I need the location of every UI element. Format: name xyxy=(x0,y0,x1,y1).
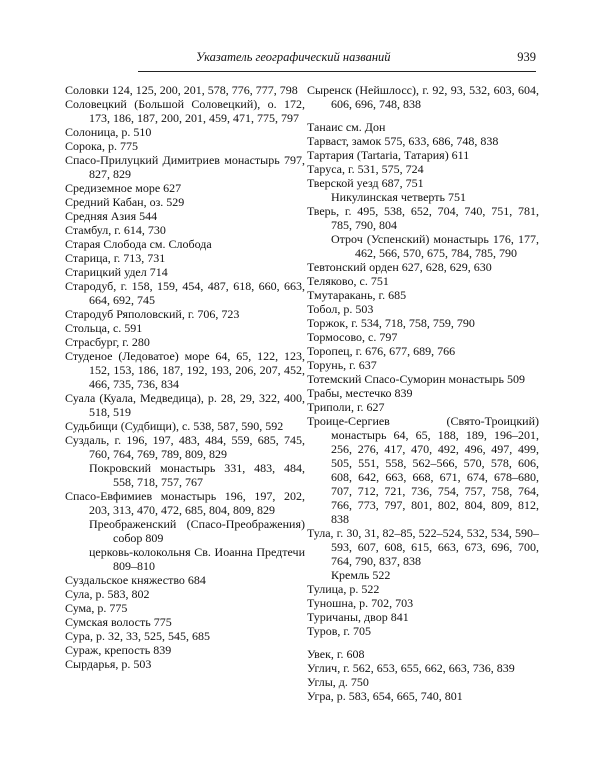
index-entry: Туров, г. 705 xyxy=(307,624,371,638)
index-entry: Сыренск (Нейшлосс), г. 92, 93, 532, 603, 604, 606, 696, 748, 838 xyxy=(307,83,539,111)
index-entry: Средний Кабан, оз. 529 xyxy=(65,195,185,209)
index-entry: Соловецкий (Большой Соловецкий), о. 172, 173, 186, 187, 200, 201, 459, 471, 775, 797 xyxy=(65,97,305,125)
index-entry: Старая Слобода см. Слобода xyxy=(65,237,212,251)
index-entry: Тверь, г. 495, 538, 652, 704, 740, 751, 781, 785, 790, 804 xyxy=(307,204,539,232)
index-subentry: Кремль 522 xyxy=(331,568,391,582)
index-entry: Торопец, г. 676, 677, 689, 766 xyxy=(307,344,456,358)
index-subentry: Покровский монастырь 331, 483, 484, 558, 718, 757, 767 xyxy=(89,461,305,489)
index-entry: Торжок, г. 534, 718, 758, 759, 790 xyxy=(307,316,475,330)
index-entry: Спасо-Прилуцкий Димитриев монастырь 797, 827, 829 xyxy=(65,153,305,181)
index-entry: Стольца, с. 591 xyxy=(65,321,143,335)
index-entry: Угра, р. 583, 654, 665, 740, 801 xyxy=(307,689,463,703)
index-entry: Суздаль, г. 196, 197, 483, 484, 559, 685, 745, 760, 764, 769, 789, 809, 829 xyxy=(65,433,305,461)
index-entry: Тормосово, с. 797 xyxy=(307,330,398,344)
index-column-right xyxy=(307,83,539,703)
index-entry: Туношна, р. 702, 703 xyxy=(307,596,414,610)
index-entry: Туричаны, двор 841 xyxy=(307,610,409,624)
index-entry: Сура, р. 32, 33, 525, 545, 685 xyxy=(65,629,211,643)
index-entry: Триполи, г. 627 xyxy=(307,400,385,414)
index-entry: Тевтонский орден 627, 628, 629, 630 xyxy=(307,260,492,274)
index-entry: Судьбищи (Судбищи), с. 538, 587, 590, 592 xyxy=(65,419,284,433)
index-entry: Сырдарья, р. 503 xyxy=(65,657,152,671)
index-entry: Тартария (Tartaria, Татария) 611 xyxy=(307,148,470,162)
index-entry: Тмутаракань, г. 685 xyxy=(307,288,407,302)
index-entry: Студеное (Ледоватое) море 64, 65, 122, 123, 152, 153, 186, 187, 192, 193, 206, 207, 452, 466, 735, 736, 834 xyxy=(65,349,305,391)
index-entry: Стамбул, г. 614, 730 xyxy=(65,223,166,237)
index-entry: Средиземное море 627 xyxy=(65,181,182,195)
index-entry: Тобол, р. 503 xyxy=(307,302,374,316)
running-header xyxy=(138,47,536,72)
index-entry: Сумская волость 775 xyxy=(65,615,172,629)
index-entry: Стародуб Ряполовский, г. 706, 723 xyxy=(65,307,240,321)
index-entry: Тула, г. 30, 31, 82–85, 522–524, 532, 534, 590–593, 607, 608, 615, 663, 673, 696, 700, 764, 790, 837, 838 xyxy=(307,526,539,568)
index-subentry: Никулинская четверть 751 xyxy=(331,190,466,204)
index-entry: Старицкий удел 714 xyxy=(65,265,168,279)
index-entry: Трабы, местечко 839 xyxy=(307,386,413,400)
index-entry: Суздальское княжество 684 xyxy=(65,573,206,587)
index-entry: Старица, г. 713, 731 xyxy=(65,251,166,265)
index-entry: Страсбург, г. 280 xyxy=(65,335,150,349)
index-subentry: церковь-колокольня Св. Иоанна Предтечи 809–810 xyxy=(89,545,305,573)
index-entry: Сума, р. 775 xyxy=(65,601,128,615)
index-entry: Соловки 124, 125, 200, 201, 578, 776, 777, 798 xyxy=(65,83,298,97)
index-subentry: Преображенский (Спасо-Преображения) собор 809 xyxy=(89,517,305,545)
index-entry: Стародуб, г. 158, 159, 454, 487, 618, 660, 663, 664, 692, 745 xyxy=(65,279,305,307)
index-entry: Тулица, р. 522 xyxy=(307,582,380,596)
index-entry: Тарваст, замок 575, 633, 686, 748, 838 xyxy=(307,134,499,148)
index-entry: Углы, д. 750 xyxy=(307,675,369,689)
index-entry: Танаис см. Дон xyxy=(307,120,386,134)
index-entry: Сорока, р. 775 xyxy=(65,139,138,153)
header-title: Указатель географический названий xyxy=(196,50,391,64)
page-number: 939 xyxy=(517,50,536,64)
index-subentry: Отроч (Успенский) монастырь 176, 177, 462, 566, 570, 675, 784, 785, 790 xyxy=(331,232,539,260)
index-entry: Таруса, г. 531, 575, 724 xyxy=(307,162,424,176)
index-entry: Торунь, г. 637 xyxy=(307,358,377,372)
index-entry: Тверской уезд 687, 751 xyxy=(307,176,424,190)
index-entry: Тотемский Спасо-Суморин монастырь 509 xyxy=(307,372,525,386)
index-entry: Теляково, с. 751 xyxy=(307,274,389,288)
index-entry: Троице-Сергиев (Свято-Троицкий) монастырь 64, 65, 188, 189, 196–201, 256, 276, 417, 470, 492, 496, 497, 499, 505, 551, 558, 562–566, 570, 578, 606, 608, 642, 663, 668, 671, 674, 678–680, 707, 712, 721, 736, 754, 757, 758, 764, 766, 773, 797, 801, 802, 804, 809, 812, 838 xyxy=(307,414,539,526)
index-entry: Углич, г. 562, 653, 655, 662, 663, 736, 839 xyxy=(307,661,515,675)
index-entry: Сула, р. 583, 802 xyxy=(65,587,150,601)
index-entry: Увек, г. 608 xyxy=(307,647,365,661)
index-entry: Сураж, крепость 839 xyxy=(65,643,172,657)
index-entry: Солоница, р. 510 xyxy=(65,125,152,139)
index-column-left xyxy=(65,83,305,671)
index-entry: Спасо-Евфимиев монастырь 196, 197, 202, 203, 313, 470, 472, 685, 804, 809, 829 xyxy=(65,489,305,517)
index-entry: Суала (Куала, Медведица), р. 28, 29, 322, 400, 518, 519 xyxy=(65,391,305,419)
index-entry: Средняя Азия 544 xyxy=(65,209,158,223)
